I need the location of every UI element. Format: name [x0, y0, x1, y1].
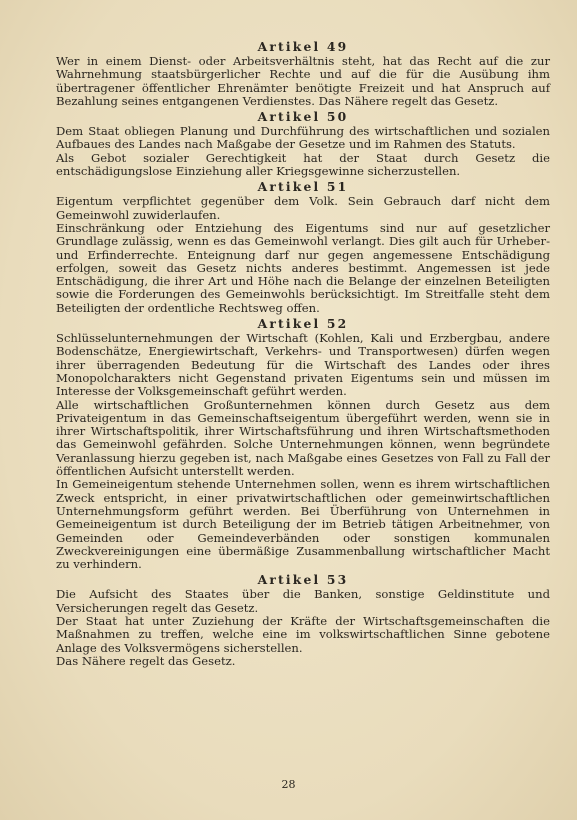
page-number: 28 [281, 778, 296, 791]
article-section [56, 571, 550, 668]
article-section [56, 38, 550, 108]
article-paragraph: Alle wirtschaftlichen Großunternehmen können durch Gesetz aus dem Privateigentum in das Gemeinschaftseigentum übergeführt werden, wenn sie in ihrer Wirtschaftspolitik, ihrer Wirtschaftsführung und ihren Wirtschaftsmethoden das Gemeinwohl gefährden. Solche Unternehmungen können, wenn begründete Veranlassung hierzu gegeben ist, nach Maßgabe eines Gesetzes von Fall zu Fall der öffentlichen Aufsicht unterstellt werden. [56, 397, 550, 479]
article-paragraph: Als Gebot sozialer Gerechtigkeit hat der Staat durch Gesetz die entschädigungslose Einziehung aller Kriegsgewinne sicherzustellen. [56, 150, 550, 179]
article-paragraph: Schlüsselunternehmungen der Wirtschaft (Kohlen, Kali und Erzbergbau, andere Bodenschätze, Energiewirtschaft, Verkehrs- und Transportwesen) dürfen wegen ihrer überragenden Bedeutung für die Wirtschaft des Landes oder ihres Monopolcharakters nicht Gegenstand privaten Eigentums sein und müssen im Interesse der Volksgemeinschaft geführt werden. [56, 331, 550, 399]
article-heading: Artikel 52 [257, 316, 349, 332]
document-body [56, 38, 550, 668]
article-paragraph: In Gemeineigentum stehende Unternehmen sollen, wenn es ihrem wirtschaftlichen Zweck entspricht, in einer privatwirtschaftlichen oder gemeinwirtschaftlichen Unternehmungsform geführt werden. Bei Überführung von Unternehmen in Gemeineigentum ist durch Beteiligung der im Betrieb tätigen Arbeitnehmer, von Gemeinden oder Gemeindeverbänden oder sonstigen kommunalen Zweckvereinigungen eine übermäßige Zusammenballung wirtschaftlicher Macht zu verhindern. [56, 477, 550, 572]
article-heading: Artikel 49 [257, 39, 349, 54]
article-paragraph: Wer in einem Dienst- oder Arbeitsverhältnis steht, hat das Recht auf die zur Wahrnehmung staatsbürgerlicher Rechte und auf die für die Ausübung ihm übertragener öffentlicher Ehrenämter benötigte Freizeit und hat Anspruch auf Bezahlung seines entgangenen Verdienstes. Das Nähere regelt das Gesetz. [56, 54, 550, 108]
article-section [56, 108, 550, 178]
article-paragraph: Einschränkung oder Entziehung des Eigentums sind nur auf gesetzlicher Grundlage zulässig, wenn es das Gemeinwohl verlangt. Dies gilt auch für Urheber- und Erfinderrechte. Enteignung darf nur gegen angemessene Entschädigung erfolgen, soweit das Gesetz nichts anderes bestimmt. Angemessen ist jede Entschädigung, die ihrer Art und Höhe nach die Belange der einzelnen Beteiligten sowie die Forderungen des Gemeinwohls berücksichtigt. Im Streitfalle steht dem Beteiligten der ordentliche Rechtsweg offen. [56, 220, 550, 315]
article-section [56, 315, 550, 571]
article-paragraph: Die Aufsicht des Staates über die Banken, sonstige Geldinstitute und Versicherungen regelt das Gesetz. [56, 587, 550, 615]
article-section [56, 178, 550, 315]
article-paragraph: Das Nähere regelt das Gesetz. [56, 653, 236, 668]
article-heading: Artikel 50 [257, 109, 349, 125]
article-paragraph: Der Staat hat unter Zuziehung der Kräfte der Wirtschaftsgemeinschaften die Maßnahmen zu treffen, welche eine im volkswirtschaftlichen Sinne gebotene Anlage des Volksvermögens sicherstellen. [56, 613, 550, 655]
article-heading: Artikel 53 [257, 572, 349, 588]
article-paragraph: Dem Staat obliegen Planung und Durchführung des wirtschaftlichen und sozialen Aufbaues des Landes nach Maßgabe der Gesetze und im Rahmen des Statuts. [56, 124, 550, 152]
article-paragraph: Eigentum verpflichtet gegenüber dem Volk. Sein Gebrauch darf nicht dem Gemeinwohl zuwiderlaufen. [56, 194, 550, 222]
article-heading: Artikel 51 [257, 179, 349, 195]
